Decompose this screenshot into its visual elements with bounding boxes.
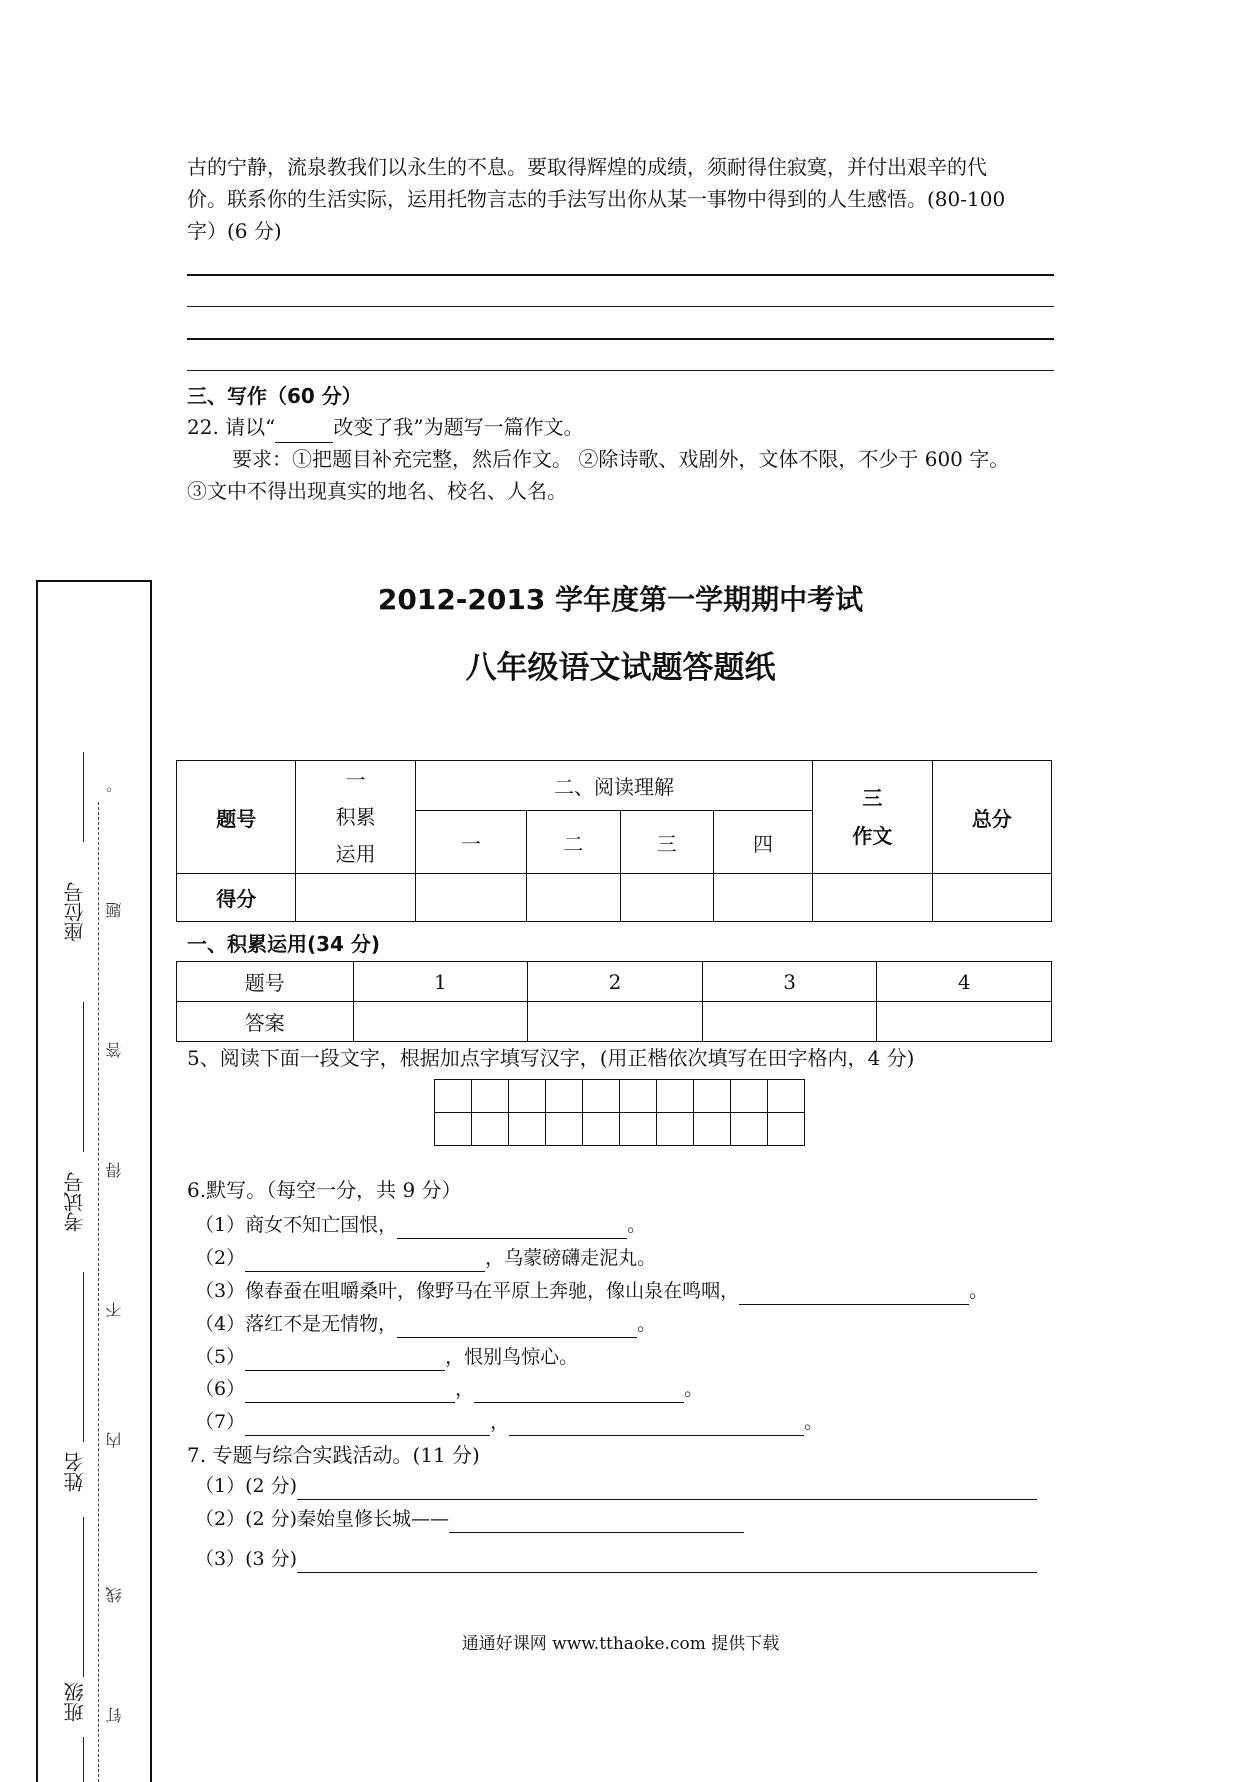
answer-line bbox=[187, 306, 1054, 307]
practice-blank[interactable] bbox=[449, 1510, 744, 1533]
tianzige-cell[interactable] bbox=[546, 1080, 583, 1113]
sheet-title: 2012-2013 学年度第一学期期中考试 bbox=[377, 583, 864, 616]
question-text-line: 价。联系你的生活实际，运用托物言志的手法写出你从某一事物中得到的人生感悟。(80-100 bbox=[187, 187, 1006, 211]
tianzige-cell[interactable] bbox=[657, 1080, 694, 1113]
dictation-line: （5） ，恨别鸟惊心。 bbox=[195, 1343, 578, 1371]
score-header-sub: 二 bbox=[527, 811, 620, 874]
class-line-lower bbox=[83, 1737, 84, 1782]
question-text-line: 古的宁静，流泉教我们以永生的不息。要取得辉煌的成绩，须耐得住寂寞，并付出艰辛的代 bbox=[187, 155, 987, 179]
score-header-col1: 一 积累 运用 bbox=[296, 761, 415, 874]
tianzige-cell[interactable] bbox=[546, 1113, 583, 1146]
title-blank bbox=[275, 420, 333, 443]
dictation-blank[interactable] bbox=[397, 1315, 637, 1338]
answer-number: 2 bbox=[528, 962, 703, 1002]
score-cell[interactable] bbox=[296, 874, 415, 922]
question-5: 5、阅读下面一段文字，根据加点字填写汉字，(用正楷依次填写在田字格内，4 分) bbox=[187, 1046, 915, 1070]
tianzige-cell[interactable] bbox=[768, 1113, 805, 1146]
practice-line: （2）(2 分)秦始皇修长城—— bbox=[195, 1505, 744, 1533]
dictation-blank[interactable] bbox=[509, 1413, 804, 1436]
tianzige-cell[interactable] bbox=[657, 1113, 694, 1146]
answer-cell[interactable] bbox=[877, 1002, 1052, 1042]
score-cell[interactable] bbox=[527, 874, 620, 922]
class-label: 班级 bbox=[63, 1682, 87, 1722]
exam-no-label: 考试号 bbox=[63, 1172, 87, 1232]
answer-number: 4 bbox=[877, 962, 1052, 1002]
sheet-subtitle: 八年级语文试题答题纸 bbox=[465, 650, 776, 686]
score-header-tihao: 题号 bbox=[177, 761, 296, 874]
tianzige-cell[interactable] bbox=[509, 1080, 546, 1113]
dictation-blank[interactable] bbox=[245, 1413, 490, 1436]
tianzige-cell[interactable] bbox=[731, 1113, 768, 1146]
dictation-blank[interactable] bbox=[739, 1282, 969, 1305]
dictation-line: （4）落红不是无情物， 。 bbox=[195, 1310, 656, 1338]
answer-table bbox=[176, 961, 1052, 1042]
seal-char: 得 bbox=[105, 1162, 124, 1178]
score-cell[interactable] bbox=[813, 874, 932, 922]
answer-row-label: 答案 bbox=[177, 1002, 354, 1042]
answer-number: 1 bbox=[353, 962, 528, 1002]
answer-cell[interactable] bbox=[528, 1002, 703, 1042]
requirement-line: 要求：①把题目补充完整，然后作文。 ②除诗歌、戏剧外，文体不限，不少于 600 字。 bbox=[232, 447, 1010, 471]
question-7-heading: 7. 专题与综合实践活动。(11 分) bbox=[187, 1443, 480, 1467]
score-header-reading: 二、阅读理解 bbox=[415, 761, 812, 811]
score-row-label: 得分 bbox=[177, 874, 296, 922]
seat-label: 座位号 bbox=[63, 882, 87, 942]
tianzige-cell[interactable] bbox=[472, 1080, 509, 1113]
score-header-sub: 三 bbox=[620, 811, 713, 874]
score-header-col3: 三 作文 bbox=[813, 761, 932, 874]
tianzige-cell[interactable] bbox=[620, 1080, 657, 1113]
score-cell[interactable] bbox=[713, 874, 812, 922]
page-footer: 通通好课网 www.tthaoke.com 提供下载 bbox=[461, 1634, 780, 1654]
tianzige-cell[interactable] bbox=[472, 1113, 509, 1146]
answer-row-label: 题号 bbox=[177, 962, 354, 1002]
seal-dashed-line bbox=[98, 802, 99, 1782]
dictation-line: （3）像春蚕在咀嚼桑叶，像野马在平原上奔驰，像山泉在鸣咽， 。 bbox=[195, 1277, 988, 1305]
tianzige-cell[interactable] bbox=[768, 1080, 805, 1113]
name-label: 姓名 bbox=[63, 1452, 87, 1492]
seal-char: 题 bbox=[105, 902, 124, 918]
seal-char: 线 bbox=[105, 1587, 124, 1603]
name-line bbox=[83, 1272, 84, 1442]
dictation-line: （6） ， 。 bbox=[195, 1375, 703, 1403]
answer-number: 3 bbox=[702, 962, 877, 1002]
tianzige-cell[interactable] bbox=[435, 1113, 472, 1146]
question-6-heading: 6.默写。（每空一分，共 9 分） bbox=[187, 1178, 462, 1202]
exam-no-line bbox=[83, 1002, 84, 1152]
dictation-blank[interactable] bbox=[474, 1380, 684, 1403]
tianzige-cell[interactable] bbox=[694, 1080, 731, 1113]
requirement-line: ③文中不得出现真实的地名、校名、人名。 bbox=[187, 479, 567, 503]
seal-char: 钉 bbox=[105, 1707, 124, 1723]
dictation-blank[interactable] bbox=[397, 1216, 627, 1239]
score-header-sub: 四 bbox=[713, 811, 812, 874]
seal-char: 不 bbox=[105, 1302, 124, 1318]
seat-line bbox=[83, 752, 84, 842]
score-table bbox=[176, 760, 1052, 922]
tianzige-cell[interactable] bbox=[435, 1080, 472, 1113]
practice-blank[interactable] bbox=[297, 1477, 1037, 1500]
dictation-blank[interactable] bbox=[245, 1380, 455, 1403]
seal-char: 内 bbox=[105, 1432, 124, 1448]
tianzige-cell[interactable] bbox=[583, 1113, 620, 1146]
practice-line: （3）(3 分) bbox=[195, 1545, 1037, 1573]
answer-cell[interactable] bbox=[353, 1002, 528, 1042]
tianzige-cell[interactable] bbox=[583, 1080, 620, 1113]
dictation-blank[interactable] bbox=[245, 1249, 485, 1272]
score-header-sub: 一 bbox=[415, 811, 526, 874]
dictation-line: （7） ， 。 bbox=[195, 1408, 823, 1436]
question-text-line: 字）(6 分) bbox=[187, 219, 282, 243]
answer-line bbox=[187, 338, 1054, 340]
score-header-total: 总分 bbox=[932, 761, 1051, 874]
score-cell[interactable] bbox=[932, 874, 1051, 922]
section1-heading: 一、积累运用(34 分) bbox=[187, 932, 381, 956]
tianzige-grid bbox=[434, 1079, 805, 1146]
dictation-blank[interactable] bbox=[245, 1348, 445, 1371]
tianzige-cell[interactable] bbox=[731, 1080, 768, 1113]
answer-cell[interactable] bbox=[702, 1002, 877, 1042]
tianzige-cell[interactable] bbox=[694, 1113, 731, 1146]
tianzige-cell[interactable] bbox=[509, 1113, 546, 1146]
tianzige-cell[interactable] bbox=[620, 1113, 657, 1146]
seal-char: 答 bbox=[105, 1042, 124, 1058]
answer-line bbox=[187, 370, 1054, 371]
dictation-line: （1）商女不知亡国恨， 。 bbox=[195, 1211, 646, 1239]
score-cell[interactable] bbox=[415, 874, 526, 922]
practice-blank[interactable] bbox=[297, 1550, 1037, 1573]
dictation-line: （2） ，乌蒙磅礴走泥丸。 bbox=[195, 1244, 656, 1272]
binding-strip bbox=[36, 580, 152, 1782]
seal-char: 。 bbox=[105, 777, 124, 793]
score-cell[interactable] bbox=[620, 874, 713, 922]
practice-line: （1）(2 分) bbox=[195, 1472, 1037, 1500]
writing-heading: 三、写作（60 分） bbox=[187, 384, 362, 408]
answer-line bbox=[187, 274, 1054, 276]
class-line bbox=[83, 1517, 84, 1677]
question-22: 22. 请以“ 改变了我”为题写一篇作文。 bbox=[187, 411, 584, 443]
